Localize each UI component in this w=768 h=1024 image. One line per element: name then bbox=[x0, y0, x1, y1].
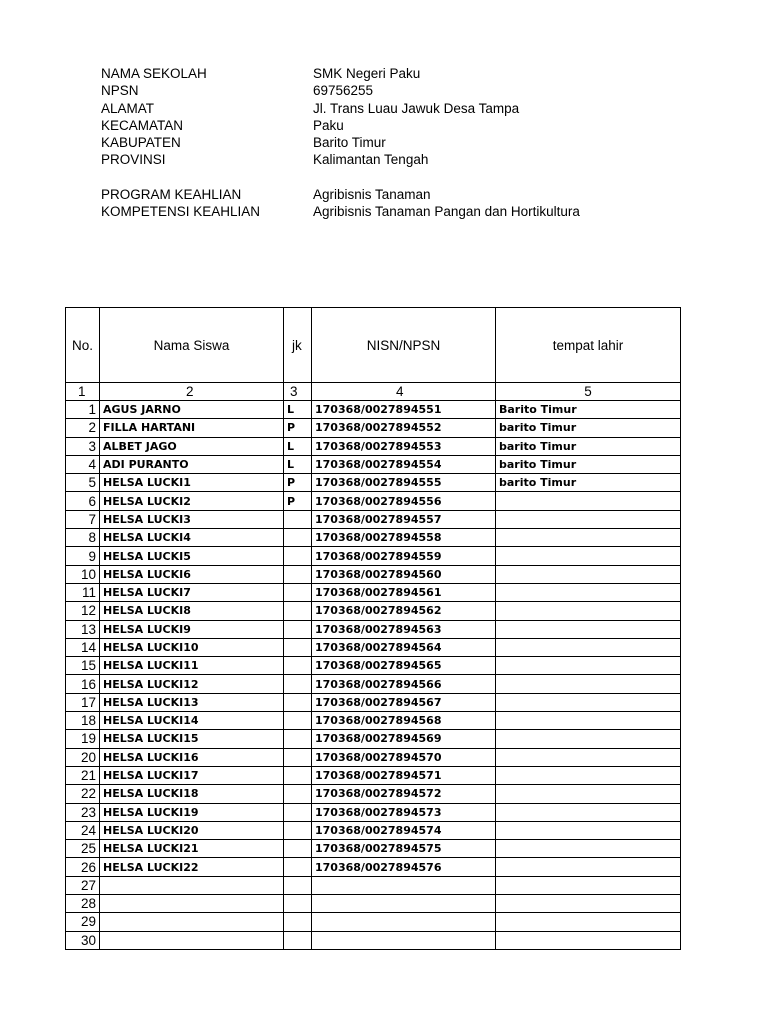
header-nisn: NISN/NPSN bbox=[312, 308, 496, 383]
birthplace-cell: barito Timur bbox=[496, 474, 681, 492]
gender-cell bbox=[284, 895, 312, 913]
gender-cell: L bbox=[284, 401, 312, 419]
nisn-npsn-cell: 170368/0027894576 bbox=[312, 858, 496, 876]
table-row bbox=[66, 620, 681, 638]
nisn-npsn-cell bbox=[312, 913, 496, 931]
gender-cell bbox=[284, 931, 312, 949]
table-row bbox=[66, 730, 681, 748]
info-label: PROGRAM KEAHLIAN bbox=[101, 187, 242, 203]
info-label: NAMA SEKOLAH bbox=[101, 66, 207, 81]
student-name-cell: FILLA HARTANI bbox=[100, 419, 284, 437]
gender-cell bbox=[284, 620, 312, 638]
gender-cell bbox=[284, 693, 312, 711]
birthplace-cell bbox=[496, 766, 681, 784]
table-row bbox=[66, 437, 681, 455]
gender-cell bbox=[284, 876, 312, 894]
birthplace-cell bbox=[496, 547, 681, 565]
gender-cell: L bbox=[284, 437, 312, 455]
row-number-cell: 30 bbox=[66, 931, 100, 949]
birthplace-cell bbox=[496, 693, 681, 711]
row-number-cell: 4 bbox=[66, 455, 100, 473]
gender-cell: P bbox=[284, 492, 312, 510]
gender-cell bbox=[284, 785, 312, 803]
nisn-npsn-cell: 170368/0027894565 bbox=[312, 657, 496, 675]
birthplace-cell: barito Timur bbox=[496, 455, 681, 473]
row-number-cell: 20 bbox=[66, 748, 100, 766]
nisn-npsn-cell bbox=[312, 931, 496, 949]
header-tempat-lahir: tempat lahir bbox=[496, 308, 681, 383]
table-row bbox=[66, 748, 681, 766]
student-name-cell: HELSA LUCKI7 bbox=[100, 583, 284, 601]
gender-cell bbox=[284, 821, 312, 839]
row-number-cell: 14 bbox=[66, 638, 100, 656]
info-label: PROVINSI bbox=[101, 152, 166, 168]
nisn-npsn-cell: 170368/0027894553 bbox=[312, 437, 496, 455]
nisn-npsn-cell: 170368/0027894559 bbox=[312, 547, 496, 565]
nisn-npsn-cell: 170368/0027894566 bbox=[312, 675, 496, 693]
nisn-npsn-cell: 170368/0027894575 bbox=[312, 840, 496, 858]
table-row bbox=[66, 638, 681, 656]
student-name-cell: HELSA LUCKI16 bbox=[100, 748, 284, 766]
student-name-cell: HELSA LUCKI22 bbox=[100, 858, 284, 876]
info-value: Paku bbox=[313, 117, 344, 133]
table-row bbox=[66, 565, 681, 583]
row-number-cell: 10 bbox=[66, 565, 100, 583]
student-table bbox=[65, 307, 681, 950]
nisn-npsn-cell: 170368/0027894574 bbox=[312, 821, 496, 839]
gender-cell bbox=[284, 657, 312, 675]
table-row bbox=[66, 693, 681, 711]
birthplace-cell bbox=[496, 529, 681, 547]
birthplace-cell bbox=[496, 657, 681, 675]
row-number-cell: 5 bbox=[66, 474, 100, 492]
table-row bbox=[66, 712, 681, 730]
gender-cell bbox=[284, 602, 312, 620]
row-number-cell: 22 bbox=[66, 785, 100, 803]
gender-cell: P bbox=[284, 474, 312, 492]
nisn-npsn-cell: 170368/0027894551 bbox=[312, 401, 496, 419]
row-number-cell: 9 bbox=[66, 547, 100, 565]
nisn-npsn-cell: 170368/0027894556 bbox=[312, 492, 496, 510]
nisn-npsn-cell: 170368/0027894552 bbox=[312, 419, 496, 437]
student-name-cell: HELSA LUCKI3 bbox=[100, 510, 284, 528]
gender-cell bbox=[284, 803, 312, 821]
info-label: KECAMATAN bbox=[101, 117, 184, 133]
gender-cell bbox=[284, 913, 312, 931]
table-body bbox=[66, 401, 681, 950]
row-number-cell: 21 bbox=[66, 766, 100, 784]
column-number: 1 bbox=[66, 383, 100, 401]
nisn-npsn-cell: 170368/0027894570 bbox=[312, 748, 496, 766]
nisn-npsn-cell: 170368/0027894567 bbox=[312, 693, 496, 711]
student-name-cell: HELSA LUCKI13 bbox=[100, 693, 284, 711]
birthplace-cell bbox=[496, 913, 681, 931]
birthplace-cell: barito Timur bbox=[496, 419, 681, 437]
row-number-cell: 25 bbox=[66, 840, 100, 858]
birthplace-cell bbox=[496, 620, 681, 638]
gender-cell bbox=[284, 712, 312, 730]
birthplace-cell bbox=[496, 510, 681, 528]
birthplace-cell bbox=[496, 730, 681, 748]
birthplace-cell bbox=[496, 840, 681, 858]
student-name-cell: HELSA LUCKI8 bbox=[100, 602, 284, 620]
nisn-npsn-cell: 170368/0027894564 bbox=[312, 638, 496, 656]
table-row bbox=[66, 529, 681, 547]
student-name-cell: HELSA LUCKI19 bbox=[100, 803, 284, 821]
gender-cell bbox=[284, 766, 312, 784]
student-name-cell: HELSA LUCKI14 bbox=[100, 712, 284, 730]
birthplace-cell: barito Timur bbox=[496, 437, 681, 455]
gender-cell bbox=[284, 840, 312, 858]
row-number-cell: 16 bbox=[66, 675, 100, 693]
gender-cell bbox=[284, 675, 312, 693]
nisn-npsn-cell: 170368/0027894568 bbox=[312, 712, 496, 730]
gender-cell: P bbox=[284, 419, 312, 437]
row-number-cell: 13 bbox=[66, 620, 100, 638]
info-value: Kalimantan Tengah bbox=[313, 152, 429, 168]
gender-cell bbox=[284, 529, 312, 547]
gender-cell bbox=[284, 730, 312, 748]
birthplace-cell: Barito Timur bbox=[496, 401, 681, 419]
nisn-npsn-cell: 170368/0027894555 bbox=[312, 474, 496, 492]
table-row bbox=[66, 876, 681, 894]
table-row bbox=[66, 474, 681, 492]
nisn-npsn-cell: 170368/0027894573 bbox=[312, 803, 496, 821]
birthplace-cell bbox=[496, 876, 681, 894]
table-row bbox=[66, 785, 681, 803]
info-label: KOMPETENSI KEAHLIAN bbox=[101, 204, 261, 220]
nisn-npsn-cell: 170368/0027894571 bbox=[312, 766, 496, 784]
row-number-cell: 29 bbox=[66, 913, 100, 931]
birthplace-cell bbox=[496, 675, 681, 693]
student-name-cell: ALBET JAGO bbox=[100, 437, 284, 455]
birthplace-cell bbox=[496, 602, 681, 620]
nisn-npsn-cell bbox=[312, 895, 496, 913]
table-row bbox=[66, 913, 681, 931]
table-header-row bbox=[66, 308, 681, 383]
column-number-row bbox=[66, 383, 681, 401]
gender-cell bbox=[284, 547, 312, 565]
row-number-cell: 3 bbox=[66, 437, 100, 455]
row-number-cell: 27 bbox=[66, 876, 100, 894]
header-jk: jk bbox=[284, 308, 312, 383]
info-label: KABUPATEN bbox=[101, 135, 181, 151]
birthplace-cell bbox=[496, 583, 681, 601]
student-name-cell: HELSA LUCKI18 bbox=[100, 785, 284, 803]
nisn-npsn-cell: 170368/0027894572 bbox=[312, 785, 496, 803]
table-row bbox=[66, 858, 681, 876]
row-number-cell: 17 bbox=[66, 693, 100, 711]
row-number-cell: 6 bbox=[66, 492, 100, 510]
info-value: Barito Timur bbox=[313, 135, 386, 151]
row-number-cell: 19 bbox=[66, 730, 100, 748]
info-value: Agribisnis Tanaman Pangan dan Hortikultura bbox=[313, 204, 580, 220]
row-number-cell: 8 bbox=[66, 529, 100, 547]
table-row bbox=[66, 510, 681, 528]
student-name-cell: HELSA LUCKI1 bbox=[100, 474, 284, 492]
gender-cell bbox=[284, 858, 312, 876]
table-row bbox=[66, 657, 681, 675]
student-name-cell: HELSA LUCKI5 bbox=[100, 547, 284, 565]
column-number: 3 bbox=[284, 383, 312, 401]
table-row bbox=[66, 547, 681, 565]
birthplace-cell bbox=[496, 565, 681, 583]
student-name-cell: HELSA LUCKI4 bbox=[100, 529, 284, 547]
student-name-cell: HELSA LUCKI17 bbox=[100, 766, 284, 784]
table-row bbox=[66, 895, 681, 913]
birthplace-cell bbox=[496, 821, 681, 839]
info-label: ALAMAT bbox=[101, 100, 155, 116]
gender-cell bbox=[284, 583, 312, 601]
row-number-cell: 12 bbox=[66, 602, 100, 620]
row-number-cell: 23 bbox=[66, 803, 100, 821]
student-name-cell: HELSA LUCKI11 bbox=[100, 657, 284, 675]
row-number-cell: 26 bbox=[66, 858, 100, 876]
table-row bbox=[66, 419, 681, 437]
table-row bbox=[66, 492, 681, 510]
nisn-npsn-cell bbox=[312, 876, 496, 894]
birthplace-cell bbox=[496, 712, 681, 730]
student-name-cell: HELSA LUCKI6 bbox=[100, 565, 284, 583]
row-number-cell: 18 bbox=[66, 712, 100, 730]
table-row bbox=[66, 455, 681, 473]
student-name-cell: HELSA LUCKI15 bbox=[100, 730, 284, 748]
gender-cell bbox=[284, 510, 312, 528]
row-number-cell: 1 bbox=[66, 401, 100, 419]
nisn-npsn-cell: 170368/0027894558 bbox=[312, 529, 496, 547]
row-number-cell: 7 bbox=[66, 510, 100, 528]
info-value: Jl. Trans Luau Jawuk Desa Tampa bbox=[313, 100, 520, 116]
row-number-cell: 2 bbox=[66, 419, 100, 437]
row-number-cell: 28 bbox=[66, 895, 100, 913]
student-name-cell: HELSA LUCKI12 bbox=[100, 675, 284, 693]
info-value: SMK Negeri Paku bbox=[313, 66, 421, 81]
table-row bbox=[66, 766, 681, 784]
nisn-npsn-cell: 170368/0027894562 bbox=[312, 602, 496, 620]
table-row bbox=[66, 931, 681, 949]
birthplace-cell bbox=[496, 492, 681, 510]
student-name-cell: HELSA LUCKI9 bbox=[100, 620, 284, 638]
nisn-npsn-cell: 170368/0027894560 bbox=[312, 565, 496, 583]
student-name-cell bbox=[100, 895, 284, 913]
nisn-npsn-cell: 170368/0027894563 bbox=[312, 620, 496, 638]
table-row bbox=[66, 840, 681, 858]
table-row bbox=[66, 583, 681, 601]
gender-cell: L bbox=[284, 455, 312, 473]
row-number-cell: 11 bbox=[66, 583, 100, 601]
table-row bbox=[66, 602, 681, 620]
student-name-cell bbox=[100, 931, 284, 949]
nisn-npsn-cell: 170368/0027894554 bbox=[312, 455, 496, 473]
student-name-cell bbox=[100, 876, 284, 894]
birthplace-cell bbox=[496, 638, 681, 656]
table-row bbox=[66, 821, 681, 839]
header-nama-siswa: Nama Siswa bbox=[100, 308, 284, 383]
birthplace-cell bbox=[496, 858, 681, 876]
info-value: 69756255 bbox=[313, 83, 374, 99]
info-label: NPSN bbox=[101, 83, 139, 99]
gender-cell bbox=[284, 638, 312, 656]
birthplace-cell bbox=[496, 748, 681, 766]
row-number-cell: 24 bbox=[66, 821, 100, 839]
birthplace-cell bbox=[496, 803, 681, 821]
birthplace-cell bbox=[496, 785, 681, 803]
table-row bbox=[66, 401, 681, 419]
column-number: 4 bbox=[312, 383, 496, 401]
info-value: Agribisnis Tanaman bbox=[313, 187, 431, 203]
student-name-cell: HELSA LUCKI20 bbox=[100, 821, 284, 839]
table-row bbox=[66, 675, 681, 693]
gender-cell bbox=[284, 748, 312, 766]
student-name-cell bbox=[100, 913, 284, 931]
row-number-cell: 15 bbox=[66, 657, 100, 675]
header-no: No. bbox=[66, 308, 100, 383]
birthplace-cell bbox=[496, 931, 681, 949]
table-row bbox=[66, 803, 681, 821]
column-number: 5 bbox=[496, 383, 681, 401]
nisn-npsn-cell: 170368/0027894569 bbox=[312, 730, 496, 748]
student-name-cell: HELSA LUCKI21 bbox=[100, 840, 284, 858]
nisn-npsn-cell: 170368/0027894557 bbox=[312, 510, 496, 528]
gender-cell bbox=[284, 565, 312, 583]
student-name-cell: HELSA LUCKI10 bbox=[100, 638, 284, 656]
student-name-cell: AGUS JARNO bbox=[100, 401, 284, 419]
student-name-cell: ADI PURANTO bbox=[100, 455, 284, 473]
student-name-cell: HELSA LUCKI2 bbox=[100, 492, 284, 510]
nisn-npsn-cell: 170368/0027894561 bbox=[312, 583, 496, 601]
column-number: 2 bbox=[100, 383, 284, 401]
birthplace-cell bbox=[496, 895, 681, 913]
